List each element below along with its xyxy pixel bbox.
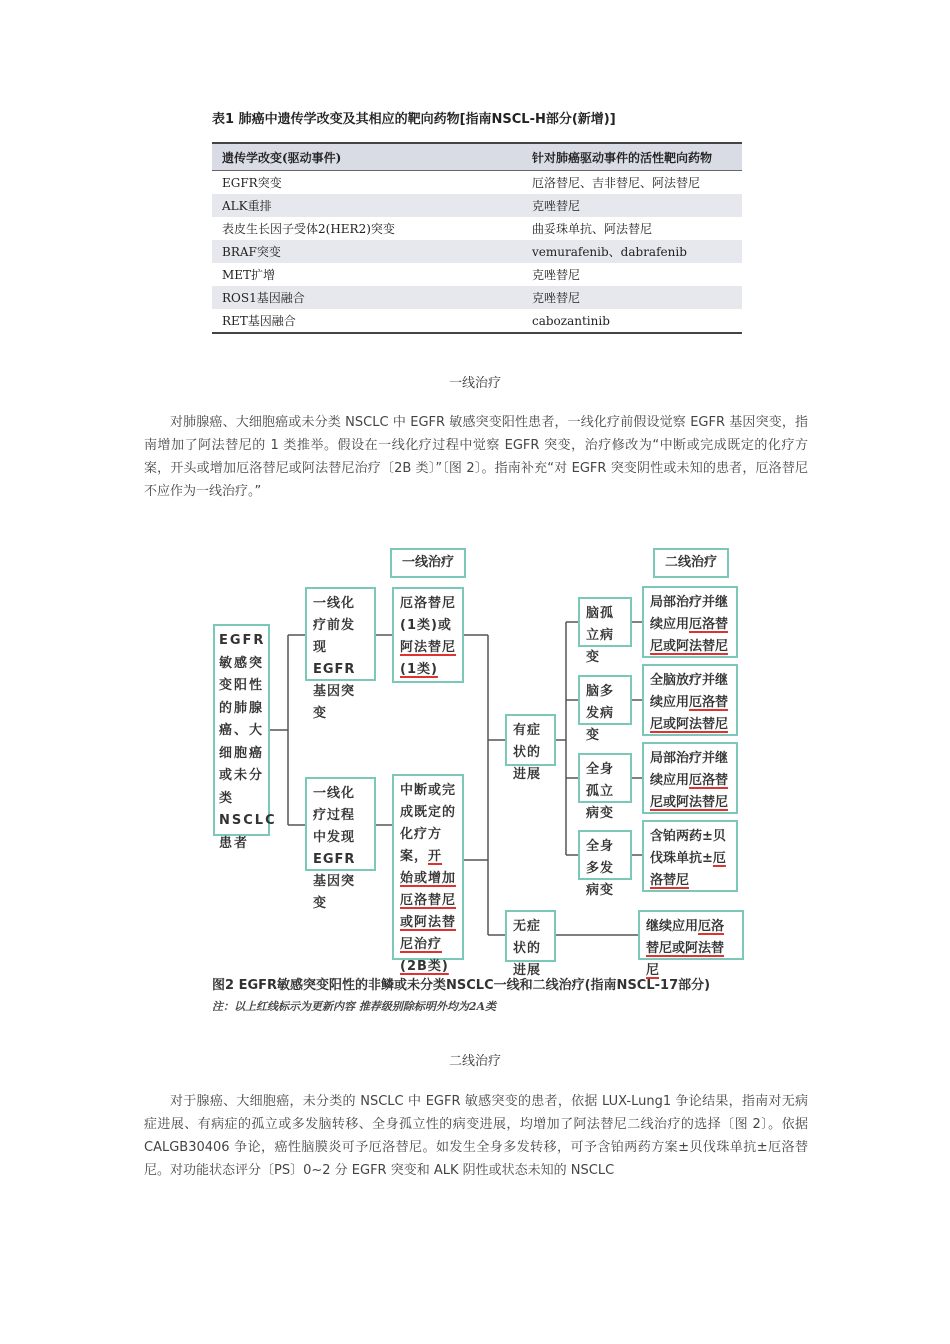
table-cell: 曲妥珠单抗、阿法替尼 bbox=[532, 222, 653, 236]
table-cell: 克唑替尼 bbox=[522, 286, 742, 309]
table-cell: 厄洛替尼、吉非替尼、阿法替尼 bbox=[532, 176, 701, 190]
second-line-box-asymptomatic bbox=[638, 910, 744, 978]
asymptomatic-progress-box: 无症状的进展 bbox=[505, 910, 556, 962]
updated-second-line-text: 厄洛替尼或阿法替尼 bbox=[650, 773, 729, 810]
site-box-brain-multiple: 脑多发病变 bbox=[578, 675, 632, 725]
updated-second-line-text: 厄洛替尼或阿法替尼 bbox=[650, 617, 729, 654]
paragraph-second-line bbox=[144, 1090, 808, 1182]
second-line-box-3 bbox=[642, 742, 738, 814]
table-cell: 克唑替尼 bbox=[532, 268, 581, 282]
table-cell: 表皮生长因子受体2(HER2)突变 bbox=[222, 222, 395, 236]
treatment-box-first-line-a bbox=[392, 587, 464, 683]
table-caption: 表1 肺癌中遗传学改变及其相应的靶向药物[指南NSCL-H部分(新增)] bbox=[212, 112, 616, 127]
section-heading-first-line: 一线治疗 bbox=[448, 376, 501, 391]
second-line-box-2 bbox=[642, 664, 738, 736]
section-heading-second-line: 二线治疗 bbox=[448, 1054, 501, 1069]
site-box-systemic-solitary: 全身孤立病变 bbox=[578, 753, 632, 803]
table-cell: EGFR突变 bbox=[222, 176, 282, 190]
patient-box: EGFR敏感突变阳性的肺腺癌、大细胞癌或未分类NSCLC患者 bbox=[213, 624, 270, 836]
second-line-header: 二线治疗 bbox=[653, 548, 729, 578]
second-line-text: 全脑放疗并继续应用 bbox=[650, 673, 729, 710]
first-line-header: 一线治疗 bbox=[390, 548, 466, 578]
symptomatic-progress-box: 有症状的进展 bbox=[505, 714, 556, 766]
branch-box-during-chemo: 一线化疗过程中发现EGFR基因突变 bbox=[305, 777, 376, 871]
treatment-box-first-line-b bbox=[392, 774, 464, 974]
table-cell: vemurafenib、dabrafenib bbox=[522, 240, 742, 263]
table-header-cell: 遗传学改变(驱动事件) bbox=[212, 143, 522, 171]
updated-second-line-text: 厄洛替尼 bbox=[650, 851, 726, 888]
figure-caption: 图2 EGFR敏感突变阳性的非鳞或未分类NSCLC一线和二线治疗(指南NSCL-17部分) bbox=[212, 978, 711, 993]
table-cell: 克唑替尼 bbox=[522, 194, 742, 217]
treatment-text: 中断或完成既定的化疗方案， bbox=[400, 783, 457, 864]
second-line-text: 局部治疗并继续应用 bbox=[650, 595, 729, 632]
paragraph-text: 对肺腺癌、大细胞癌或未分类 NSCLC 中 EGFR 敏感突变阳性患者，一线化疗前假设觉察 EGFR 基因突变，指南增加了阿法替尼的 1 类推举。假设在一线化疗过程中觉察 EGFR 突变，治疗修改为“中断或完成既定的化疗方案，开头或增加厄洛替尼或阿法替尼治疗〔2B 类〕”〔图 2〕。指南补充“对 EGFR 突变阴性或未知的患者，厄洛替尼不应作为一线治疗。” bbox=[144, 415, 808, 499]
table-cell: ROS1基因融合 bbox=[212, 286, 522, 309]
table-cell: MET扩增 bbox=[222, 268, 276, 282]
table-header-cell: 针对肺癌驱动事件的活性靶向药物 bbox=[522, 143, 742, 171]
site-box-brain-solitary: 脑孤立病变 bbox=[578, 597, 632, 647]
second-line-text: 含铂两药±贝伐珠单抗± bbox=[650, 829, 726, 866]
treatment-text: 厄洛替尼(1类)或 bbox=[400, 596, 457, 633]
second-line-text: 局部治疗并继续应用 bbox=[650, 751, 729, 788]
site-box-systemic-multiple: 全身多发病变 bbox=[578, 830, 632, 880]
figure-note: 注：以上红线标示为更新内容 推荐级别除标明外均为2A类 bbox=[212, 1000, 497, 1013]
table-cell: BRAF突变 bbox=[212, 240, 522, 263]
updated-second-line-text: 厄洛替尼或阿法替尼 bbox=[646, 919, 725, 978]
updated-treatment-text: 开始或增加厄洛替尼或阿法替尼治疗(2B类) bbox=[400, 849, 457, 974]
updated-treatment-text: 阿法替尼(1类) bbox=[400, 640, 457, 677]
updated-second-line-text: 厄洛替尼或阿法替尼 bbox=[650, 695, 729, 732]
second-line-text: 继续应用 bbox=[646, 919, 699, 934]
branch-box-before-chemo: 一线化疗前发现EGFR基因突变 bbox=[305, 587, 376, 681]
table-cell: RET基因融合 bbox=[212, 309, 522, 333]
second-line-box-1 bbox=[642, 586, 738, 658]
second-line-box-4 bbox=[642, 820, 738, 892]
table-cell: cabozantinib bbox=[522, 309, 742, 333]
table-cell: ALK重排 bbox=[212, 194, 522, 217]
paragraph-text: 对于腺癌、大细胞癌，未分类的 NSCLC 中 EGFR 敏感突变的患者，依据 LUX-Lung1 争论结果，指南对无病症进展、有病症的孤立或多发脑转移、全身孤立性的病变进展，均增加了阿法替尼二线治疗的选择〔图 2〕。依据 CALGB30406 争论，癌性脑膜炎可予厄洛替尼。如发生全身多发转移，可予含铂两药方案±贝伐珠单抗±厄洛替尼。对功能状态评分〔PS〕0~2 分 EGFR 突变和 ALK 阴性或状态未知的 NSCLC bbox=[144, 1094, 808, 1178]
